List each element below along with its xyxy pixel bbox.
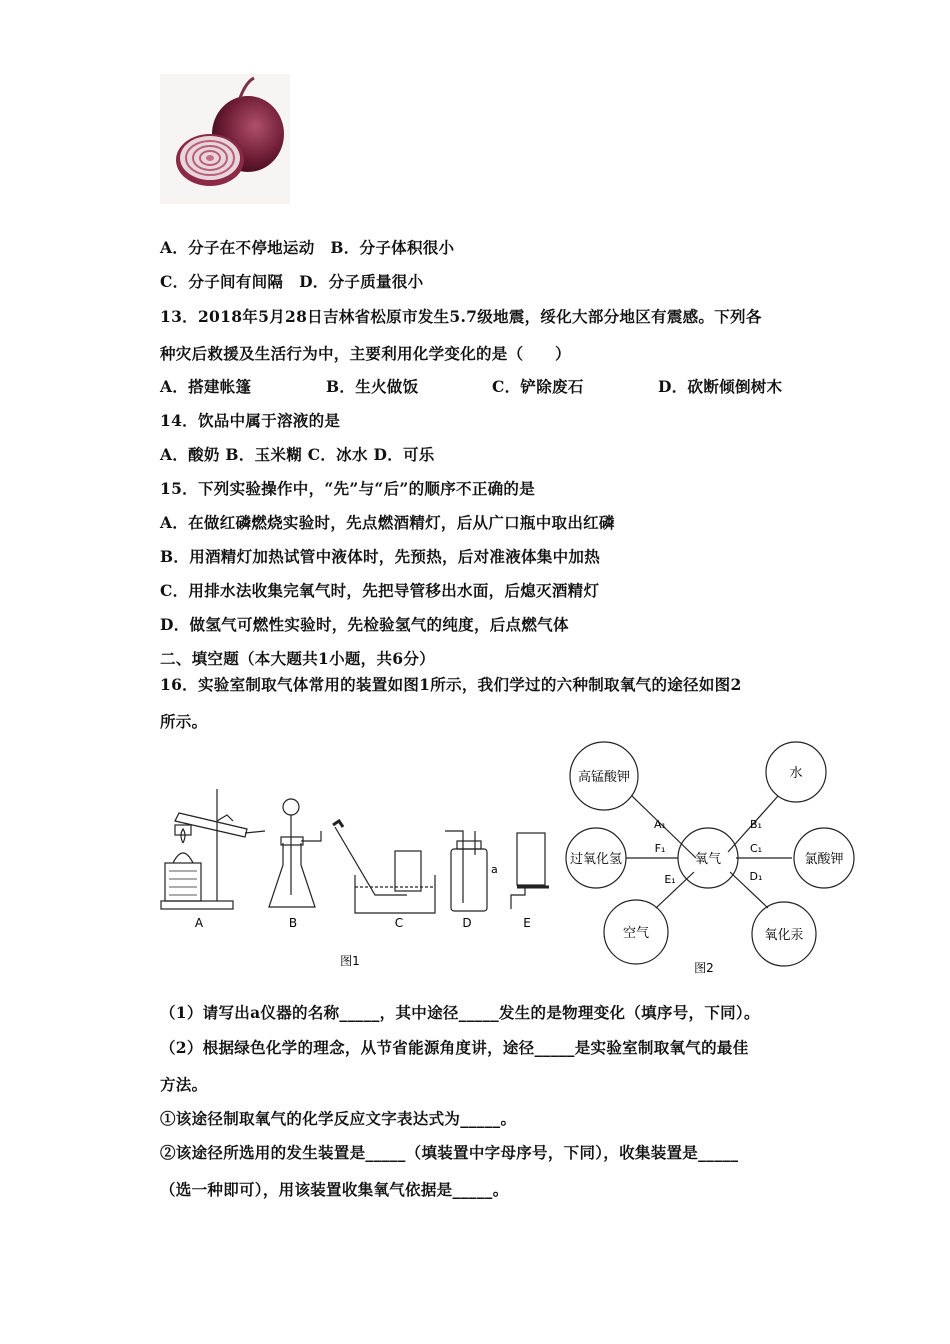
label-a-mark: a — [491, 863, 498, 876]
apparatus-e — [511, 833, 549, 909]
q13-stem-line2: 种灾后救援及生活行为中，主要利用化学变化的是（ ） — [160, 344, 571, 363]
apparatus-c — [333, 821, 435, 913]
label-b: B — [288, 916, 298, 930]
q12-option-a: A．分子在不停地运动 — [160, 238, 315, 257]
q12-option-b: B．分子体积很小 — [330, 238, 455, 257]
route-d1: D₁ — [749, 870, 763, 883]
q16-stem-line2: 所示。 — [160, 712, 208, 731]
q15-option-d: D．做氢气可燃性实验时，先检验氢气的纯度，后点燃气体 — [160, 615, 569, 634]
node-h2o2: 过氧化氢 — [569, 852, 623, 867]
q13-option-d: D．砍断倾倒树木 — [658, 377, 783, 396]
apparatus-b — [269, 799, 321, 907]
route-f1: F₁ — [654, 842, 666, 855]
node-kmno4: 高锰酸钾 — [577, 770, 631, 785]
label-d: D — [462, 916, 472, 930]
q15-stem: 15．下列实验操作中，“先”与“后”的顺序不正确的是 — [160, 479, 536, 498]
node-hgo: 氧化汞 — [764, 928, 804, 943]
section-title: 二、填空题（本大题共1小题，共6分） — [160, 649, 435, 668]
q13-option-c: C．铲除废石 — [492, 377, 584, 396]
figure-2-routes — [560, 740, 860, 980]
route-b1: B₁ — [750, 818, 762, 831]
q15-option-b: B．用酒精灯加热试管中液体时，先预热，后对准液体集中加热 — [160, 547, 601, 566]
figure-1-caption: 图1 — [340, 954, 360, 968]
q16-sub2-i: ①该途径制取氧气的化学反应文字表达式为_____。 — [160, 1109, 517, 1128]
node-oxygen: 氧气 — [694, 852, 722, 867]
route-a1: A₁ — [654, 818, 666, 831]
q14-options: A．酸奶 B．玉米糊 C．冰水 D．可乐 — [160, 445, 435, 464]
q16-sub2-ii-line1: ②该途径所选用的发生装置是_____（填装置中字母序号，下同），收集装置是_____ — [160, 1143, 739, 1162]
q15-option-c: C．用排水法收集完氧气时，先把导管移出水面，后熄灭酒精灯 — [160, 581, 600, 600]
figure-1-apparatus — [155, 775, 555, 975]
q15-option-a: A．在做红磷燃烧实验时，先点燃酒精灯，后从广口瓶中取出红磷 — [160, 513, 615, 532]
q12-options-row2 — [160, 270, 423, 292]
node-air: 空气 — [622, 926, 650, 941]
q13-option-a: A．搭建帐篷 — [160, 377, 252, 396]
q12-option-c: C．分子间有间隔 — [160, 272, 284, 291]
apparatus-d — [445, 831, 487, 911]
label-c: C — [394, 916, 404, 930]
q13-option-b: B．生火做饭 — [326, 377, 419, 396]
q16-stem-line1: 16．实验室制取气体常用的装置如图1所示，我们学过的六种制取氧气的途径如图2 — [160, 675, 742, 694]
route-e1: E₁ — [664, 873, 676, 886]
label-e: E — [523, 916, 531, 930]
node-water: 水 — [789, 766, 803, 781]
label-a: A — [194, 916, 204, 930]
figure-2-caption: 图2 — [694, 961, 714, 975]
onion-image — [160, 74, 290, 204]
q12-option-d: D．分子质量很小 — [299, 272, 424, 291]
route-c1: C₁ — [749, 842, 763, 855]
q16-sub2-ii-line2: （选一种即可），用该装置收集氧气依据是_____。 — [160, 1180, 509, 1199]
q16-sub2-line2: 方法。 — [160, 1075, 208, 1094]
q14-stem: 14．饮品中属于溶液的是 — [160, 411, 341, 430]
apparatus-a — [161, 789, 265, 909]
q13-stem-line1: 13．2018年5月28日吉林省松原市发生5.7级地震，绥化大部分地区有震感。下列各 — [160, 307, 762, 326]
q16-sub1: （1）请写出a仪器的名称_____，其中途径_____发生的是物理变化（填序号，下同）。 — [160, 1003, 760, 1022]
node-kclo3: 氯酸钾 — [804, 852, 844, 867]
q13-options — [160, 375, 782, 397]
q12-options-row1 — [160, 236, 454, 258]
q16-sub2-line1: （2）根据绿色化学的理念，从节省能源角度讲，途径_____是实验室制取氧气的最佳 — [160, 1038, 749, 1057]
